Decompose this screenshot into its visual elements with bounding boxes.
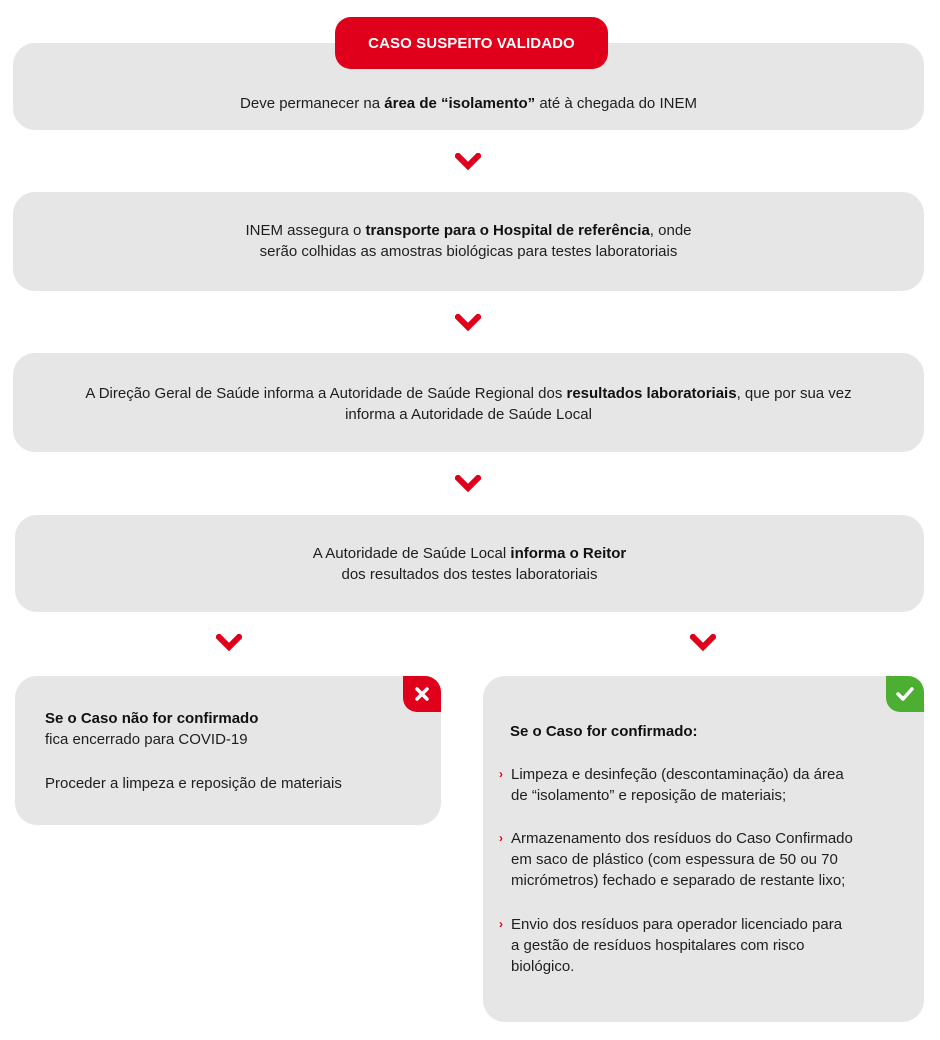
not-confirmed-line: fica encerrado para COVID-19 (45, 731, 248, 748)
chevron-down-icon (216, 634, 242, 652)
case-confirmed-box (483, 676, 924, 1022)
close-icon (403, 676, 441, 712)
case-not-confirmed-box (15, 676, 441, 825)
chevron-down-icon (455, 153, 481, 171)
step-results-box (13, 353, 924, 452)
step-isolation-text: Deve permanecer na área de “isolamento” até à chegada do INEM (240, 95, 697, 112)
bullet-marker-icon: › (499, 831, 503, 845)
chevron-down-icon (455, 475, 481, 493)
step-inform-rector-box (15, 515, 924, 612)
check-icon (886, 676, 924, 712)
bullet-marker-icon: › (499, 767, 503, 781)
confirmed-title: Se o Caso for confirmado: (510, 723, 698, 740)
not-confirmed-action: Proceder a limpeza e reposição de materiais (45, 775, 342, 792)
step-transport-box (13, 192, 924, 291)
chevron-down-icon (690, 634, 716, 652)
suspect-case-badge: CASO SUSPEITO VALIDADO (335, 17, 608, 69)
step-inform-rector-text: A Autoridade de Saúde Local informa o Reitor dos resultados dos testes laboratoriais (312, 545, 627, 583)
not-confirmed-title: Se o Caso não for confirmado (45, 710, 259, 727)
confirmed-bullet-cleaning: › Limpeza e desinfeção (descontaminação) da área de “isolamento” e reposição de materiais; (499, 766, 844, 804)
chevron-down-icon (455, 314, 481, 332)
step-transport-text: INEM assegura o transporte para o Hospital de referência, onde serão colhidas as amostras biológicas para testes laboratoriais (245, 222, 692, 260)
step-results-text: A Direção Geral de Saúde informa a Autoridade de Saúde Regional dos resultados laboratoriais, que por sua vez informa a Autoridade de Saúde Local (85, 385, 852, 423)
confirmed-bullet-storage: › Armazenamento dos resíduos do Caso Confirmado em saco de plástico (com espessura de 50 ou 70 micrómetros) fechado e separado de restante lixo; (499, 830, 853, 889)
bullet-marker-icon: › (499, 917, 503, 931)
confirmed-bullet-disposal: › Envio dos resíduos para operador licenciado para a gestão de resíduos hospitalares com risco biológico. (499, 916, 843, 975)
